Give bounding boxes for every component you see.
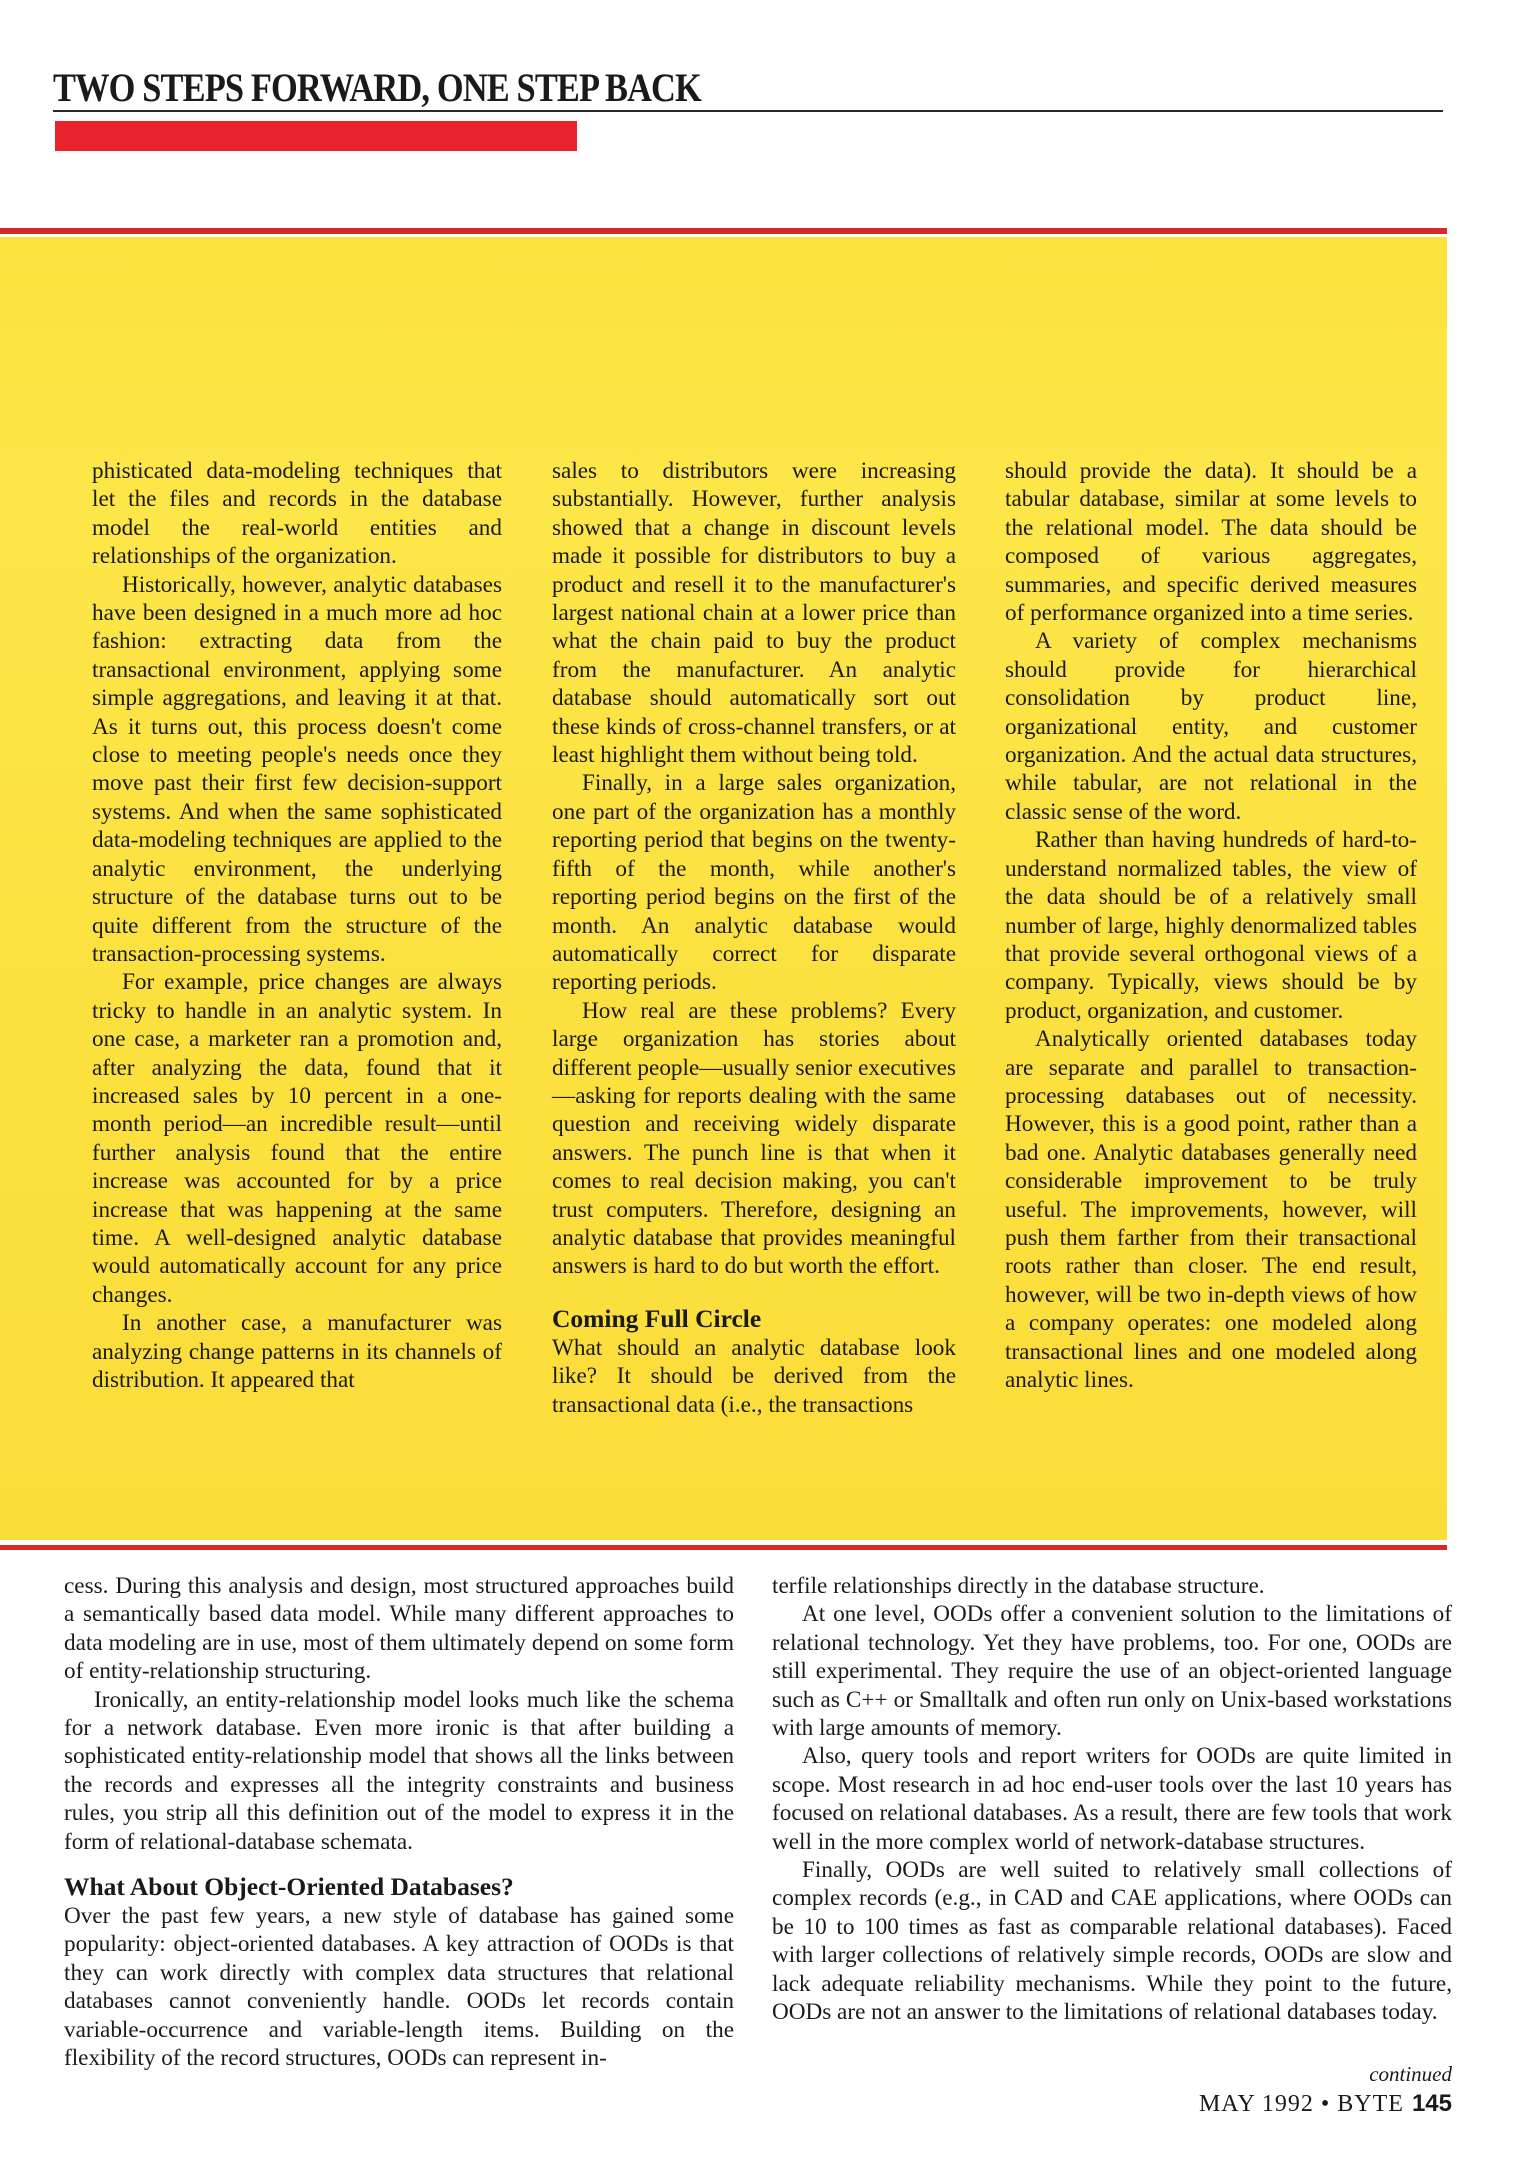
sidebar-top-rule (0, 228, 1447, 234)
page-number: 145 (1411, 2090, 1452, 2117)
paragraph: sales to distributors were increasing substantially. However, further analysis showed that a change in discount levels made it possible for distributors to buy a product and resell it to the manufacturer's largest national chain at a lower price than what the chain paid to buy the product from the manufacturer. An analytic database should automatically sort out these kinds of cross-channel transfers, or at least highlight them without being told. (552, 458, 956, 769)
paragraph: Analytically oriented databases today are separate and parallel to transaction-processing databases out of necessity. However, this is a good point, rather than a bad one. Analytic databases generally need considerable improvement to be truly useful. The improvements, however, will push them farther from their transactional roots rather than closer. The end result, however, will be two in-depth views of how a company operates: one modeled along transactional lines and one modeled along analytic lines. (1005, 1026, 1417, 1393)
paragraph: Finally, OODs are well suited to relatively small collections of complex records (e.g., in CAD and CAE applications, where OODs can be 10 to 100 times as fast as comparable relational databases). Faced with larger collections of relatively simple records, OODs are slow and lack adequate reliability mechanisms. While they point to the future, OODs are not an answer to the limitations of relational databases today. (772, 1857, 1452, 2026)
paragraph: For example, price changes are always tricky to handle in an analytic system. In one case, a marketer ran a promotion and, after analyzing the data, found that it increased sales by 10 percent in a one-month period—an incredible result—until further analysis found that the entire increase was accounted for by a price increase that was happening at the same time. A well-designed analytic database would automatically account for any price changes. (92, 969, 502, 1308)
paragraph: In another case, a manufacturer was analyzing change patterns in its channels of distribution. It appeared that (92, 1310, 502, 1393)
subheading-object-oriented-databases: What About Object-Oriented Databases? (64, 1872, 514, 1902)
sidebar-column-2 (552, 457, 956, 1419)
body-column-1 (64, 1572, 734, 2073)
paragraph: Over the past few years, a new style of database has gained some popularity: object-oriented databases. A key attraction of OODs is that they can work directly with complex data structures that relational databases cannot conveniently handle. OODs let records contain variable-occurrence and variable-length items. Building on the flexibility of the record structures, OODs can represent in- (64, 1903, 734, 2072)
header-accent-bar (55, 121, 577, 151)
subheading-coming-full-circle: Coming Full Circle (552, 1303, 762, 1333)
header-divider (53, 110, 1443, 112)
paragraph: At one level, OODs offer a convenient solution to the limitations of relational technology. Yet they have problems, too. For one, OODs are still experimental. They require the use of an object-oriented language such as C++ or Smalltalk and often run only on Unix-based workstations with large amounts of memory. (772, 1601, 1452, 1742)
paragraph: How real are these problems? Every large organization has stories about different people—usually senior executives—asking for reports dealing with the same question and receiving widely disparate answers. The punch line is that when it comes to real decision making, you can't trust computers. Therefore, designing an analytic database that provides meaningful answers is hard to do but worth the effort. (552, 997, 956, 1280)
body-column-2 (772, 1572, 1452, 2027)
paragraph: Finally, in a large sales organization, one part of the organization has a monthly reporting period that begins on the twenty-fifth of the month, while another's reporting period begins on the first of the month. An analytic database would automatically correct for disparate reporting periods. (552, 770, 956, 996)
page-footer (1000, 2090, 1452, 2118)
paragraph: A variety of complex mechanisms should provide for hierarchical consolidation by product line, organizational entity, and customer organization. And the actual data structures, while tabular, are not relational in the classic sense of the word. (1005, 628, 1417, 825)
sidebar-column-3 (1005, 457, 1417, 1394)
paragraph: Rather than having hundreds of hard-to-understand normalized tables, the view of the data should be of a relatively small number of large, highly denormalized tables that provide several orthogonal views of a company. Typically, views should be by product, organization, and customer. (1005, 827, 1417, 1024)
paragraph: Historically, however, analytic databases have been designed in a much more ad hoc fashion: extracting data from the transactional environment, applying some simple aggregations, and leaving it at that. As it turns out, this process doesn't come close to meeting people's needs once they move past their first few decision-support systems. And when the same sophisticated data-modeling techniques are applied to the analytic environment, the underlying structure of the database turns out to be quite different from the structure of the transaction-processing systems. (92, 571, 502, 967)
paragraph: cess. During this analysis and design, most structured approaches build a semantically based data model. While many different approaches to data modeling are in use, most of them ultimately depend on some form of entity-relationship structuring. (64, 1573, 734, 1685)
paragraph: Also, query tools and report writers for OODs are quite limited in scope. Most research in ad hoc end-user tools over the last 10 years has focused on relational databases. As a result, there are few tools that work well in the more complex world of network-database structures. (772, 1743, 1452, 1855)
paragraph: terfile relationships directly in the database structure. (772, 1573, 1265, 1599)
paragraph: What should an analytic database look like? It should be derived from the transactional data (i.e., the transactions (552, 1334, 956, 1418)
paragraph: should provide the data). It should be a tabular database, similar at some levels to the relational model. The data should be composed of various aggregates, summaries, and specific derived measures of performance organized into a time series. (1005, 458, 1417, 627)
paragraph: Ironically, an entity-relationship model looks much like the schema for a network database. Even more ironic is that after building a sophisticated entity-relationship model that shows all the links between the records and expresses all the integrity constraints and business rules, you strip all this definition out of the model to express it in the form of relational-database schemata. (64, 1686, 734, 1855)
issue-label: MAY 1992 • BYTE (1198, 2091, 1404, 2117)
continued-label: continued (1369, 2062, 1452, 2086)
sidebar-bottom-rule (0, 1545, 1447, 1550)
sidebar-column-1 (92, 457, 502, 1394)
page-section-title: TWO STEPS FORWARD, ONE STEP BACK (53, 65, 701, 110)
paragraph: phisticated data-modeling techniques that let the files and records in the database model the real-world entities and relationships of the organization. (92, 458, 502, 570)
